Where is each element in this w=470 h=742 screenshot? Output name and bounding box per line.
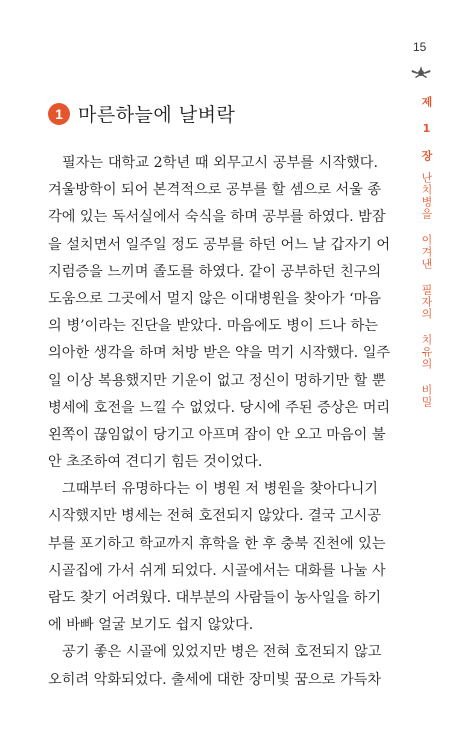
text-line: 왼쪽이 끊임없이 당기고 아프며 잠이 안 오고 마음이 불: [48, 426, 386, 443]
text-line: 에 바빠 얼굴 보기도 쉽지 않았다.: [48, 617, 254, 634]
text-line: 람도 찾기 어려웠다. 대부분의 사람들이 농사일을 하기: [48, 590, 382, 606]
text-line: 시작했지만 병세는 전혀 호전되지 않았다. 결국 고시공: [48, 508, 382, 525]
text-line: 공기 좋은 시골에 있었지만 병은 전혀 호전되지 않고: [62, 644, 382, 661]
text-line: 을 설치면서 일주일 정도 공부를 하던 어느 날 갑자기 어: [48, 236, 391, 253]
text-line: 오히려 악화되었다. 출세에 대한 장미빛 꿈으로 가득차: [48, 671, 382, 688]
text-line: 의아한 생각을 하며 처방 받은 약을 먹기 시작했다. 일주: [48, 345, 391, 362]
chapter-side-label: [419, 96, 433, 408]
text-line: 도움으로 그곳에서 멀지 않은 이대병원을 찾아가 ‘마음: [48, 290, 382, 307]
body-text: [48, 150, 391, 694]
text-line: 그때부터 유명하다는 이 병원 저 병원을 찾아다니기: [62, 481, 378, 498]
text-line: 각에 있는 독서실에서 숙식을 하며 공부를 하였다. 밤잠: [48, 209, 386, 226]
section-title: 마른하늘에 날벼락: [78, 104, 236, 126]
text-line: 필자는 대학교 2학년 때 외무고시 공부를 시작했다.: [62, 155, 378, 171]
text-line: 겨울방학이 되어 본격적으로 공부를 할 셈으로 서울 종: [48, 182, 382, 199]
flower-ornament-icon: [408, 64, 434, 80]
side-chapter-title: 난치병을 이겨낸 필자의 치유의 비밀: [420, 172, 433, 408]
text-line: 부를 포기하고 학교까지 휴학을 한 후 충북 진천에 있는: [48, 535, 386, 552]
text-line: 안 초조하여 견디기 힘든 것이었다.: [48, 454, 263, 471]
page-number: 15: [413, 40, 427, 54]
text-line: 지럼증을 느끼며 졸도를 하였다. 같이 공부하던 친구의: [48, 263, 382, 280]
section-number-badge: 1: [48, 103, 70, 125]
section-heading: [48, 100, 235, 127]
side-chapter-number: 제 1 장: [420, 96, 433, 162]
text-line: 일 이상 복용했지만 기운이 없고 정신이 멍하기만 할 뿐: [48, 372, 386, 389]
text-line: 시골집에 가서 쉬게 되었다. 시골에서는 대화를 나눌 사: [48, 562, 386, 579]
text-line: 병세에 호전을 느낄 수 없었다. 당시에 주된 증상은 머리: [48, 399, 391, 416]
text-line: 의 병’이라는 진단을 받았다. 마음에도 병이 드나 하는: [48, 318, 378, 335]
